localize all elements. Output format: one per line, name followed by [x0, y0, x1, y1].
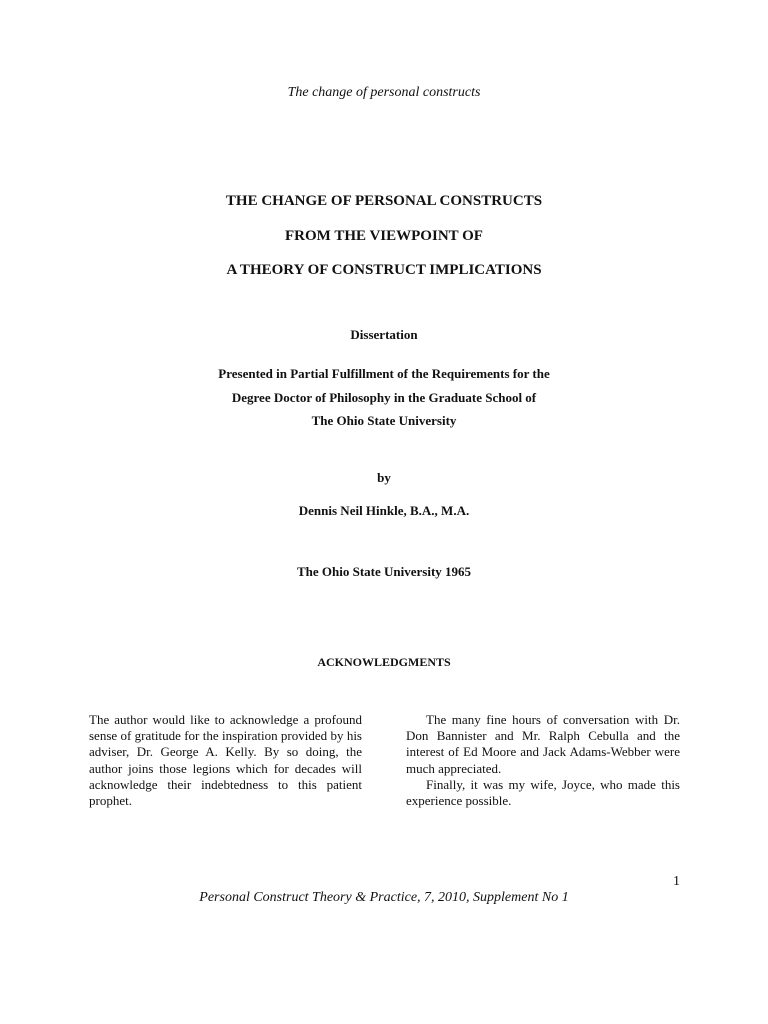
title-line-3: A THEORY OF CONSTRUCT IMPLICATIONS — [226, 262, 542, 278]
page-number: 1 — [673, 874, 680, 889]
presented-line-3: The Ohio State University — [311, 413, 457, 428]
presented-line-2: Degree Doctor of Philosophy in the Graduate School of — [231, 390, 537, 405]
by-label: by — [377, 470, 391, 485]
acknowledgments-right-paragraph-1: The many fine hours of conversation with Dr. Don Bannister and Mr. Ralph Cebulla and the interest of Ed Moore and Jack Adams-Webber were much appreciated. — [406, 712, 680, 776]
document-type: Dissertation — [350, 327, 418, 342]
acknowledgments-heading: ACKNOWLEDGMENTS — [317, 655, 451, 669]
presented-line-1: Presented in Partial Fulfillment of the Requirements for the — [218, 366, 550, 381]
acknowledgments-right-column — [406, 712, 680, 809]
author-name: Dennis Neil Hinkle, B.A., M.A. — [298, 503, 470, 518]
acknowledgments-left-column — [89, 712, 362, 809]
title-line-1: THE CHANGE OF PERSONAL CONSTRUCTS — [225, 193, 543, 209]
institution-year: The Ohio State University 1965 — [296, 564, 472, 579]
title-line-2: FROM THE VIEWPOINT OF — [285, 228, 483, 244]
acknowledgments-right-paragraph-2: Finally, it was my wife, Joyce, who made this experience possible. — [406, 776, 680, 809]
acknowledgments-left-paragraph: The author would like to acknowledge a profound sense of gratitude for the inspiration provided by his adviser, Dr. George A. Kelly. By so doing, the author joins those legions which for decades will acknowledge their indebtedness to this patient prophet. — [89, 712, 362, 809]
journal-footer: Personal Construct Theory & Practice, 7, 2010, Supplement No 1 — [199, 890, 569, 905]
running-head: The change of personal constructs — [287, 85, 481, 100]
